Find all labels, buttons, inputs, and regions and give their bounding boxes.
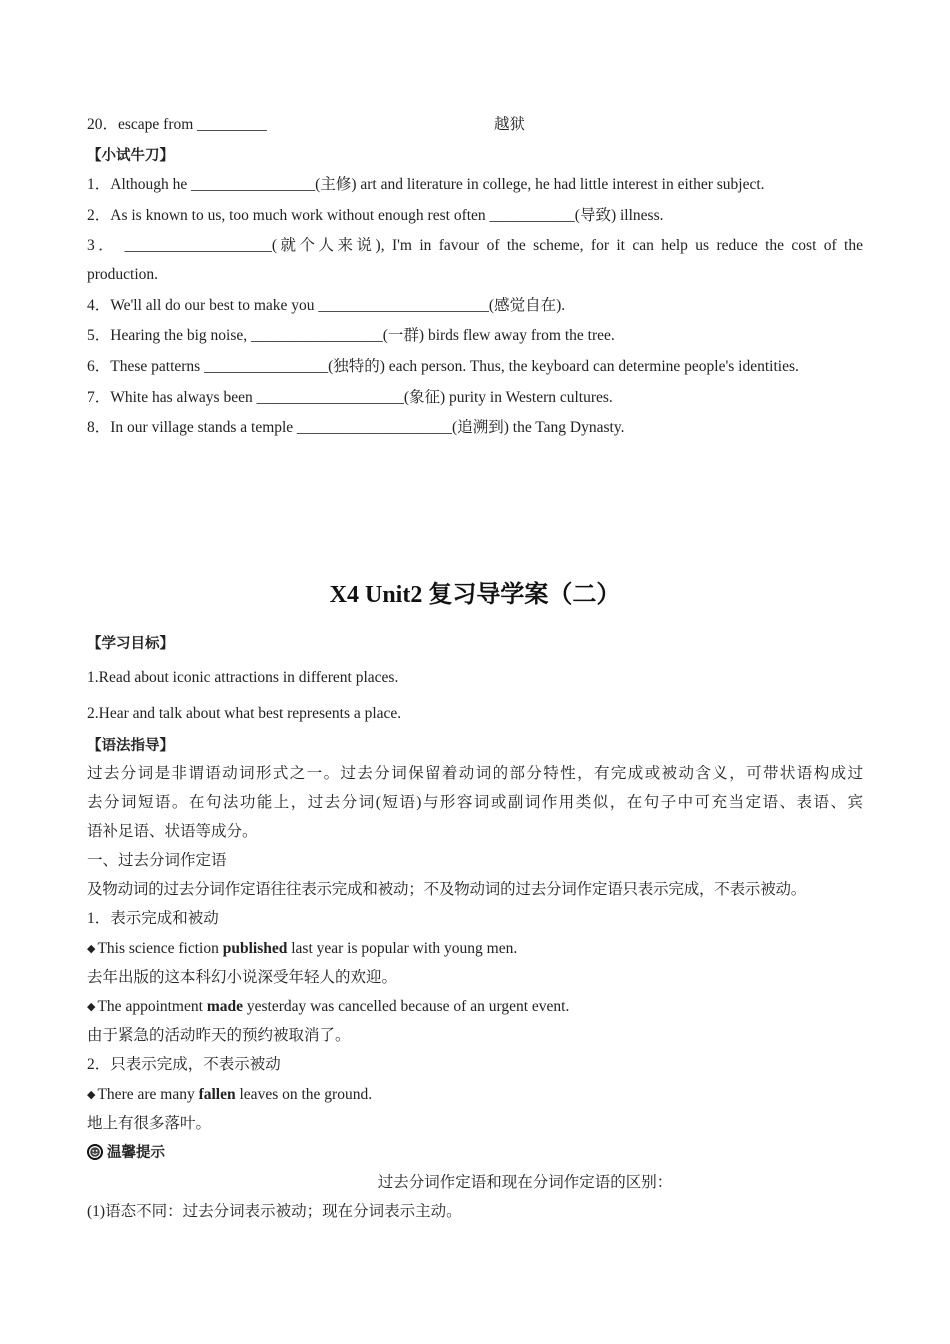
example-1-after: last year is popular with young men. [287,940,518,957]
example-3-keyword: fallen [198,1086,236,1103]
example-2-after: yesterday was cancelled because of an urgent event. [242,998,570,1015]
diamond-bullet-icon: ◆ [87,943,96,955]
example-3 [87,1085,863,1106]
tip-heading: 温馨提示 [107,1145,165,1161]
question-3: 3． ___________________(就个人来说), I'm in favour of the scheme, for it can help us reduce the cost of the [87,237,863,254]
question-2: 2．As is known to us, too much work without enough rest often ___________(导致) illness. [87,207,664,224]
example-2-keyword: made [206,998,243,1015]
example-1 [87,939,863,960]
example-3-translation: 地上有很多落叶。 [87,1115,212,1132]
grammar-intro-line-2: 去分词短语。在句法功能上，过去分词(短语)与形容词或副词作用类似，在句子中可充当定语、表语、宾 [87,794,863,811]
grammar-heading: 【语法指导】 [87,738,174,754]
exercise-item-20 [87,115,863,135]
question-4: 4．We'll all do our best to make you ______________________(感觉自在). [87,297,566,314]
item-20-meaning: 越狱 [494,116,526,133]
example-2-translation: 由于紧急的活动昨天的预约被取消了。 [87,1027,351,1044]
objective-2: 2.Hear and talk about what best represents a place. [87,705,402,722]
question-3-continued: production. [87,266,159,283]
example-3-before: There are many [97,1086,199,1103]
part-1-description: 及物动词的过去分词作定语往往表示完成和被动；不及物动词的过去分词作定语只表示完成，不表示被动。 [87,881,807,898]
example-2-before: The appointment [97,998,207,1015]
part-1-heading: 一、过去分词作定语 [87,852,227,869]
subsection-2: 2．只表示完成，不表示被动 [87,1056,281,1073]
grammar-intro-line-1: 过去分词是非谓语动词形式之一。过去分词保留着动词的部分特性，有完成或被动含义，可带状语构成过 [87,765,863,782]
example-3-after: leaves on the ground. [235,1086,373,1103]
tip-point-1: (1)语态不同：过去分词表示被动；现在分词表示主动。 [87,1203,462,1220]
practice-heading: 【小试牛刀】 [87,148,174,164]
tip-title: 过去分词作定语和现在分词作定语的区别： [377,1174,673,1191]
objective-1: 1.Read about iconic attractions in different places. [87,669,399,686]
example-2 [87,997,863,1018]
subsection-1: 1．表示完成和被动 [87,910,219,927]
grammar-intro-line-3: 语补足语、状语等成分。 [87,823,258,840]
diamond-bullet-icon: ◆ [87,1001,96,1013]
example-1-translation: 去年出版的这本科幻小说深受年轻人的欢迎。 [87,969,398,986]
question-7: 7．White has always been ___________________(象征) purity in Western cultures. [87,389,613,406]
diamond-bullet-icon: ◆ [87,1089,96,1101]
question-8: 8．In our village stands a temple ____________________(追溯到) the Tang Dynasty. [87,419,625,436]
question-1: 1．Although he ________________(主修) art and literature in college, he had little interest in either subject. [87,176,765,193]
question-6: 6．These patterns ________________(独特的) each person. Thus, the keyboard can determine people's identities. [87,358,799,375]
tip-heading-row [87,1143,863,1163]
section-title: X4 Unit2 复习导学案（二） [329,582,621,608]
smiley-icon [87,1144,103,1160]
question-5: 5．Hearing the big noise, _________________(一群) birds flew away from the tree. [87,327,615,344]
example-1-before: This science fiction [97,940,223,957]
item-20-text: 20．escape from _________ [87,116,267,133]
objectives-heading: 【学习目标】 [87,636,174,652]
example-1-keyword: published [222,940,288,957]
